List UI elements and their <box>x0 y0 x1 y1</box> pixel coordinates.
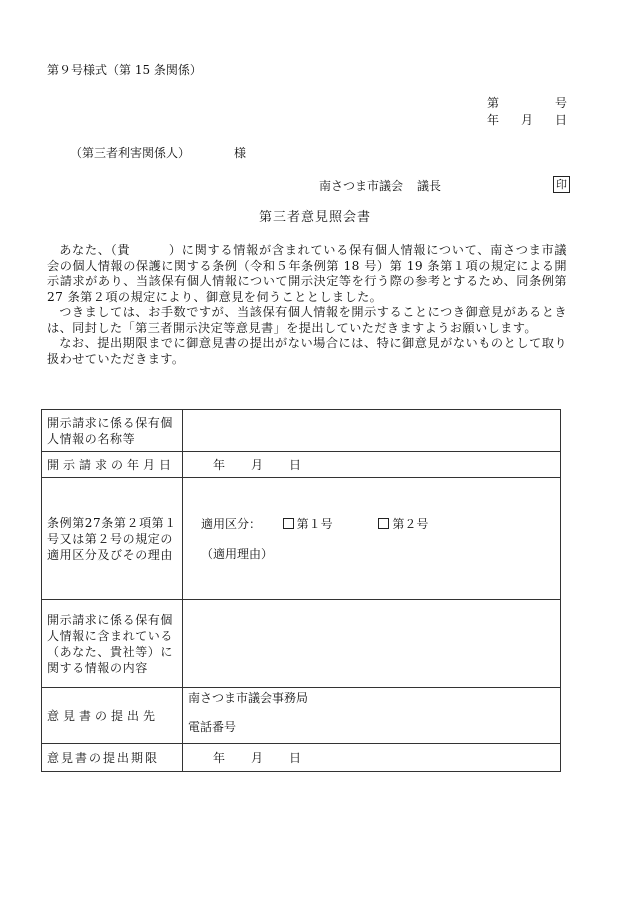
request-date-year: 年 <box>213 457 226 472</box>
document-number-suffix: 号 <box>554 96 567 110</box>
seal-stamp: 印 <box>553 176 570 193</box>
row-label-request-date: 開示請求の年月日 <box>42 452 183 478</box>
table-row <box>42 688 561 744</box>
request-date-day: 日 <box>289 457 302 472</box>
deadline-value <box>183 744 561 772</box>
office-name: 南さつま市議会事務局 <box>188 691 309 705</box>
issue-date <box>487 113 567 127</box>
deadline-month: 月 <box>251 750 264 765</box>
addressee-honorific: 様 <box>234 146 247 160</box>
request-date-month: 月 <box>251 457 264 472</box>
category-options <box>201 516 555 532</box>
submission-to-value <box>183 688 561 744</box>
category-label: 適用区分： <box>201 516 262 531</box>
category-value <box>183 478 561 600</box>
table-row <box>42 478 561 600</box>
phone-label: 電話番号 <box>188 720 237 734</box>
row-label-submission-to: 意見書の提出先 <box>42 688 183 744</box>
info-content-value <box>183 600 561 688</box>
table-row <box>42 410 561 452</box>
option1-checkbox[interactable] <box>283 518 294 529</box>
document-number-prefix: 第 <box>487 96 500 110</box>
issue-date-month: 月 <box>520 113 533 127</box>
option2-checkbox[interactable] <box>378 518 389 529</box>
addressee-label: （第三者利害関係人） <box>70 146 191 160</box>
row-label-info-name: 開示請求に係る保有個人情報の名称等 <box>42 410 183 452</box>
row-label-deadline: 意見書の提出期限 <box>42 744 183 772</box>
sender-org: 南さつま市議会 <box>319 179 404 193</box>
option1-label: 第１号 <box>296 516 333 531</box>
body-paragraph-1: あなた、（貴 ）に関する情報が含まれている保有個人情報について、南さつま市議会の個人情報の保護に関する条例（令和５年条例第 18 号）第 19 条第１項の規定による開示請求があり、当該保有個人情報について開示決定等を行う際の参考とするため、同条例第 27 条第２項の規定により、御意見を伺うこととしました。 <box>47 243 567 304</box>
table-row <box>42 744 561 772</box>
addressee <box>70 146 246 160</box>
deadline-year: 年 <box>213 750 226 765</box>
option2-label: 第２号 <box>392 516 429 531</box>
info-table <box>41 409 561 772</box>
form-number: 第９号様式（第 15 条関係） <box>47 63 202 77</box>
sender <box>319 179 441 193</box>
reason-label: （適用理由） <box>201 546 274 561</box>
document-title: 第三者意見照会書 <box>258 210 371 225</box>
row-label-info-content: 開示請求に係る保有個人情報に含まれている（あなた、貴社等）に関する情報の内容 <box>42 600 183 688</box>
body-paragraph-3: なお、提出期限までに御意見書の提出がない場合には、特に御意見がないものとして取り扱わせていただきます。 <box>47 336 567 366</box>
body-paragraph-2: つきましては、お手数ですが、当該保有個人情報を開示することにつき御意見があるときは、同封した「第三者開示決定等意見書」を提出していただきますようお願いします。 <box>47 305 567 335</box>
table-row <box>42 452 561 478</box>
table-row <box>42 600 561 688</box>
issue-date-year: 年 <box>487 113 500 127</box>
body-text <box>47 243 567 367</box>
info-name-value <box>183 410 561 452</box>
document-number <box>487 96 567 110</box>
sender-title: 議長 <box>417 179 442 193</box>
issue-date-day: 日 <box>554 113 567 127</box>
deadline-day: 日 <box>289 750 302 765</box>
row-label-category: 条例第27条第２項第１号又は第２号の規定の適用区分及びその理由 <box>42 478 183 600</box>
request-date-value <box>183 452 561 478</box>
